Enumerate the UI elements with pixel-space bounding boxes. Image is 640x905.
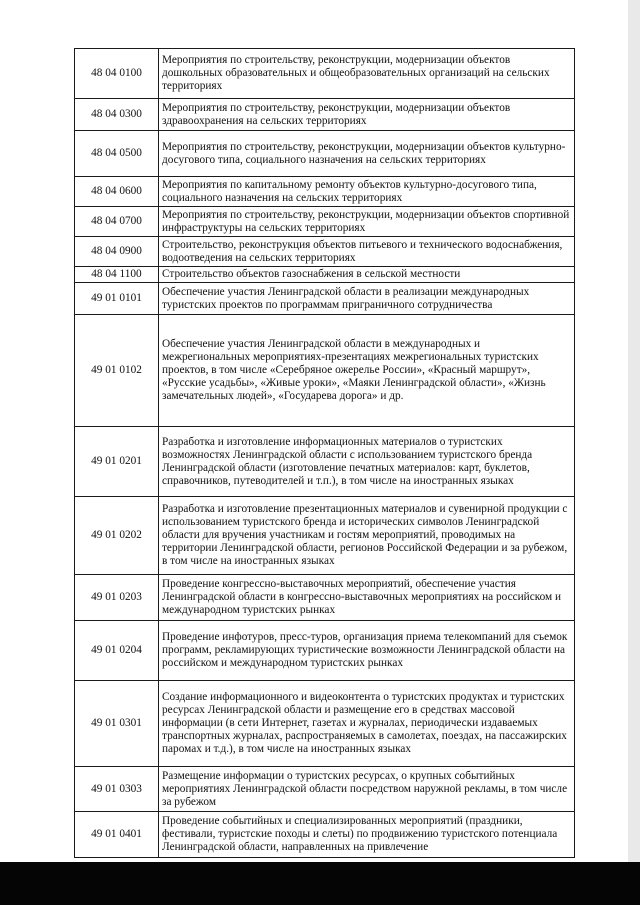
description-cell: Обеспечение участия Ленинградской области в международных и межрегиональных мероприятиях-презентациях межрегиональных туристских проектов, в том числе «Серебряное ожерелье России», «Красный маршрут», «Русские усадьбы», «Живые уроки», «Маяки Ленинградской области», «Жизнь замечательных людей», «Государева дорога» и др. <box>159 315 575 427</box>
code-cell: 48 04 0300 <box>75 99 159 131</box>
table-row <box>75 315 575 427</box>
page-edge <box>628 0 640 905</box>
description-cell: Размещение информации о туристских ресурсах, о крупных событийных мероприятиях Ленинградской области посредством наружной рекламы, в том числе за рубежом <box>159 767 575 812</box>
table-row <box>75 207 575 237</box>
table-row <box>75 812 575 858</box>
description-cell: Обеспечение участия Ленинградской области в реализации международных туристских проектов по программам приграничного сотрудничества <box>159 283 575 315</box>
code-cell: 49 01 0202 <box>75 497 159 575</box>
description-cell: Мероприятия по строительству, реконструкции, модернизации объектов спортивной инфраструктуры на сельских территориях <box>159 207 575 237</box>
budget-code-table <box>74 48 575 858</box>
description-cell: Проведение инфотуров, пресс-туров, организация приема телекомпаний для съемок программ, рекламирующих туристические возможности Ленинградской области на российском и международном туристских рынках <box>159 621 575 681</box>
description-cell: Строительство, реконструкция объектов питьевого и технического водоснабжения, водоотведения на сельских территориях <box>159 237 575 267</box>
code-cell: 49 01 0303 <box>75 767 159 812</box>
code-cell: 49 01 0301 <box>75 681 159 767</box>
code-cell: 48 04 0700 <box>75 207 159 237</box>
description-cell: Мероприятия по капитальному ремонту объектов культурно-досугового типа, социального назначения на сельских территориях <box>159 177 575 207</box>
description-cell: Строительство объектов газоснабжения в сельской местности <box>159 267 575 283</box>
table-row <box>75 177 575 207</box>
table-row <box>75 621 575 681</box>
description-cell: Проведение событийных и специализированных мероприятий (праздники, фестивали, туристские походы и слеты) по продвижению туристского потенциала Ленинградской области, направленных на привлечение <box>159 812 575 858</box>
table-row <box>75 49 575 99</box>
table-row <box>75 131 575 177</box>
code-cell: 49 01 0102 <box>75 315 159 427</box>
code-cell: 49 01 0203 <box>75 575 159 621</box>
code-cell: 48 04 0900 <box>75 237 159 267</box>
code-cell: 48 04 1100 <box>75 267 159 283</box>
code-cell: 49 01 0204 <box>75 621 159 681</box>
table-row <box>75 767 575 812</box>
table-row <box>75 237 575 267</box>
table-row <box>75 427 575 497</box>
description-cell: Мероприятия по строительству, реконструкции, модернизации объектов культурно-досугового типа, социального назначения на сельских территориях <box>159 131 575 177</box>
code-cell: 49 01 0101 <box>75 283 159 315</box>
table-row <box>75 575 575 621</box>
description-cell: Разработка и изготовление информационных материалов о туристских возможностях Ленинградской области с использованием туристского бренда Ленинградской области (изготовление печатных материалов: карт, буклетов, справочников, путеводителей и т.п.), в том числе на иностранных языках <box>159 427 575 497</box>
description-cell: Проведение конгрессно-выставочных мероприятий, обеспечение участия Ленинградской области в конгрессно-выставочных мероприятиях на российском и международном туристских рынках <box>159 575 575 621</box>
code-cell: 48 04 0600 <box>75 177 159 207</box>
description-cell: Мероприятия по строительству, реконструкции, модернизации объектов дошкольных образовательных и общеобразовательных организаций на сельских территориях <box>159 49 575 99</box>
code-cell: 49 01 0401 <box>75 812 159 858</box>
description-cell: Создание информационного и видеоконтента о туристских продуктах и туристских ресурсах Ленинградской области и размещение его в средствах массовой информации (в сети Интернет, газетах и журналах, периодически издаваемых транспортных журналах, распространяемых в самолетах, поездах, на пассажирских паромах и т.д.), в том числе на иностранных языках <box>159 681 575 767</box>
table-row <box>75 267 575 283</box>
table-row <box>75 283 575 315</box>
code-cell: 48 04 0100 <box>75 49 159 99</box>
code-cell: 48 04 0500 <box>75 131 159 177</box>
code-cell: 49 01 0201 <box>75 427 159 497</box>
scan-border <box>0 862 640 905</box>
table-row <box>75 497 575 575</box>
table-row <box>75 681 575 767</box>
description-cell: Разработка и изготовление презентационных материалов и сувенирной продукции с использованием туристского бренда и исторических символов Ленинградской области для вручения участникам и гостям мероприятий, проводимых на территории Ленинградской области, регионов Российской Федерации и за рубежом, в том числе на иностранных языках <box>159 497 575 575</box>
description-cell: Мероприятия по строительству, реконструкции, модернизации объектов здравоохранения на сельских территориях <box>159 99 575 131</box>
table-row <box>75 99 575 131</box>
